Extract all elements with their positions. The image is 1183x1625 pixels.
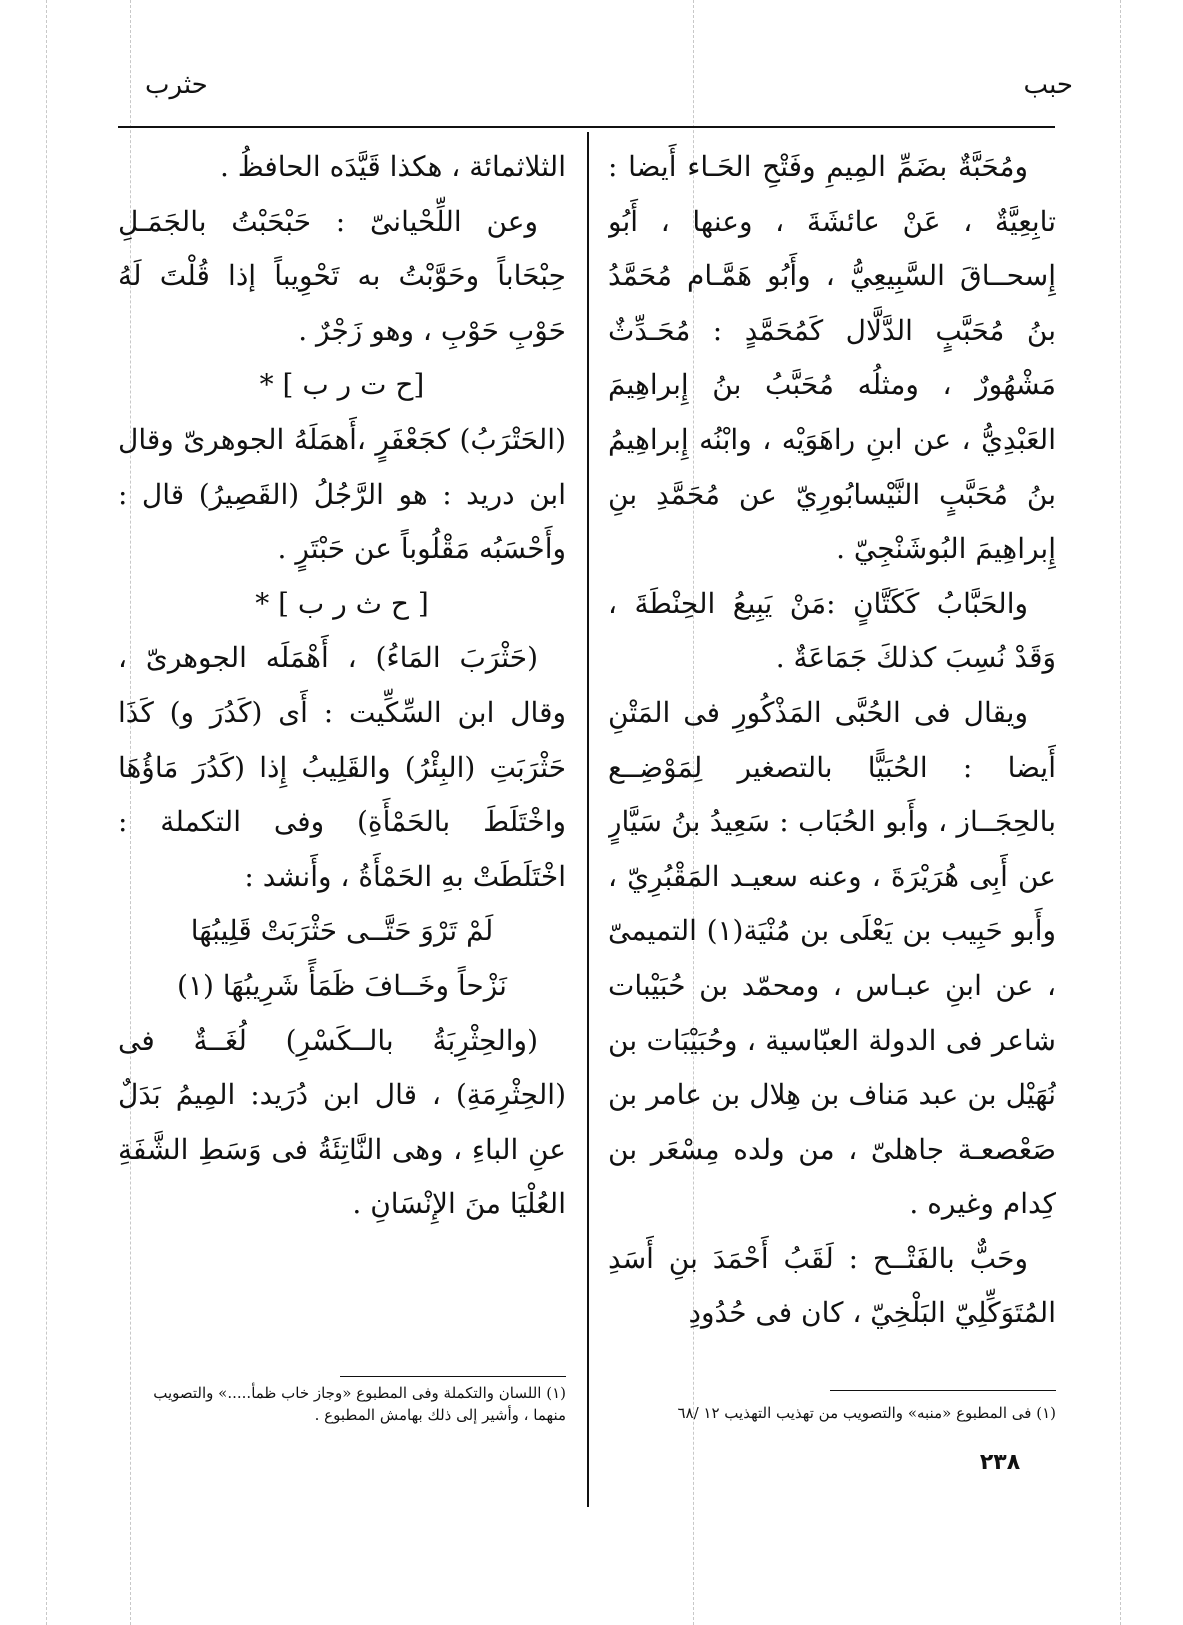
paragraph: الثلاثمائة ، هكذا قَيَّدَه الحافظُ .	[219, 150, 566, 183]
verse-line: نَزْحاً وخَــافَ ظَمَأً شَرِيبُهَا (١)	[177, 968, 507, 1002]
header-rule	[118, 126, 1055, 128]
scan-guide-line	[46, 0, 47, 1625]
header-right-word: حبب	[1023, 70, 1073, 100]
right-column	[608, 140, 1056, 1368]
paragraph: (حَثْرَبَ المَاءُ) ، أَهْمَلَه الجوهرىّ ، وقال ابن السِّكِّيت : أَى (كَدُرَ و) كَذَا حَثْرَبَتِ (البِئْرُ) والقَلِيبُ إِذا (كَدُرَ مَاؤُهَا واخْتَلَطَ بالحَمْأَةِ) وفى التكملة : اخْتَلَطَتْ بهِ الحَمْأَةُ ، وأَنشد :	[118, 641, 566, 893]
scan-guide-line	[1120, 0, 1121, 1625]
paragraph: وعن اللِّحْيانىّ : حَبْحَبْتُ بالجَمَـلِ حِبْحَاباً وحَوَّبْتُ به تَحْوِيباً إذا قُلْتَ لَهُ حَوْبِ حَوْبِ ، وهو زَجْرٌ .	[118, 204, 566, 347]
column-divider	[587, 132, 589, 1507]
paragraph: ومُحَبَّةٌ بضَمِّ المِيمِ وفَتْحِ الحَـاء أَيضا : تابِعِيَّةٌ ، عَنْ عائشَةَ ، وعنها ، أَبُو إِسحــاقَ السَّبِيعِيُّ ، وأَبُو هَمَّـام مُحَمَّدُ بنُ مُحَبَّبٍ الدَّلَّال كَمُحَمَّدٍ : مُحَـدِّثٌ مَشْهُورٌ ، ومثلُه مُحَبَّبُ بنُ إِبراهِيمَ العَبْدِيُّ ، عن ابنِ راهَوَيْه ، وابْنُه إِبراهِيمُ بنُ مُحَبَّبٍ النَّيْسابُورِيّ عن مُحَمَّدِ بنِ إِبراهِيمَ البُوشَنْجِيّ .	[608, 150, 1056, 566]
footnote-right: (١) فى المطبوع «منبه» والتصويب من تهذيب التهذيب ١٢ /٦٨	[677, 1404, 1056, 1422]
header-left-word: حثرب	[145, 70, 208, 100]
entry-heading: [ ح ث ر ب ] *	[255, 586, 429, 620]
footnote-left: (١) اللسان والتكملة وفى المطبوع «وجاز خاب ظمأ.....» والتصويب منهما ، وأشير إلى ذلك بهامش المطبوع .	[153, 1384, 566, 1424]
entry-heading: [ح ت ر ب ] *	[259, 368, 425, 402]
footnote-rule	[830, 1390, 1056, 1391]
paragraph: والحَبَّابُ كَكَتَّانٍ :مَنْ يَبِيعُ الحِنْطَةَ ، وَقَدْ نُسِبَ كذلكَ جَمَاعَةٌ .	[608, 586, 1056, 675]
paragraph: وحَبٌّ بالفَتْــح : لَقَبُ أَحْمَدَ بنِ أَسَدِ المُتَوَكِّلِيّ البَلْخِيّ ، كان فى حُدُودِ	[608, 1241, 1056, 1330]
left-column	[118, 140, 566, 1355]
footnote-rule	[340, 1376, 566, 1377]
paragraph: (الحَتْرَبُ) كجَعْفَرٍ ،أَهمَلَهُ الجوهرىّ وقال ابن دريد : هو الرَّجُلُ (القَصِيرُ) قال : وأَحْسَبُه مَقْلُوباً عن حَبْتَرٍ .	[118, 422, 566, 566]
verse-line: لَمْ تَرْوَ حَتَّــى حَثْرَبَتْ قَلِيبُهَا	[190, 914, 494, 948]
paragraph: ويقال فى الحُبَّى المَذْكُورِ فى المَتْنِ أَيضا : الحُبَيًّا بالتصغير لِمَوْضِــع بالحِجَــاز ، وأَبو الحُبَاب : سَعِيدُ بنُ سَيَّارٍ عن أَبِى هُرَيْرَةَ ، وعنه سعيـد المَقْبُرِيّ ، وأَبو حَبِيب بن يَعْلَى بن مُنْيَة(١) التميمىّ ، عن ابنِ عبـاس ، ومحمّد بن حُبَيْبات شاعر فى الدولة العبّاسية ، وحُبَيْبَات بن نُهَيْل بن عبد مَناف بن هِلال بن عامر بن صَعْصعـة جاهلىّ ، من ولده مِسْعَر بن كِدام وغيره .	[608, 695, 1056, 1221]
paragraph: (والحِثْرِبَةُ بالــكَسْرِ) لُغَــةٌ فى (الحِثْرِمَةِ) ، قال ابن دُرَيد: المِيمُ بَدَلٌ عنِ الباءِ ، وهى النَّاتِئَةُ فى وَسَطِ الشَّفَةِ العُلْيَا منَ الإِنْسَانِ .	[118, 1023, 566, 1221]
page-number: ٢٣٨	[979, 1450, 1021, 1475]
